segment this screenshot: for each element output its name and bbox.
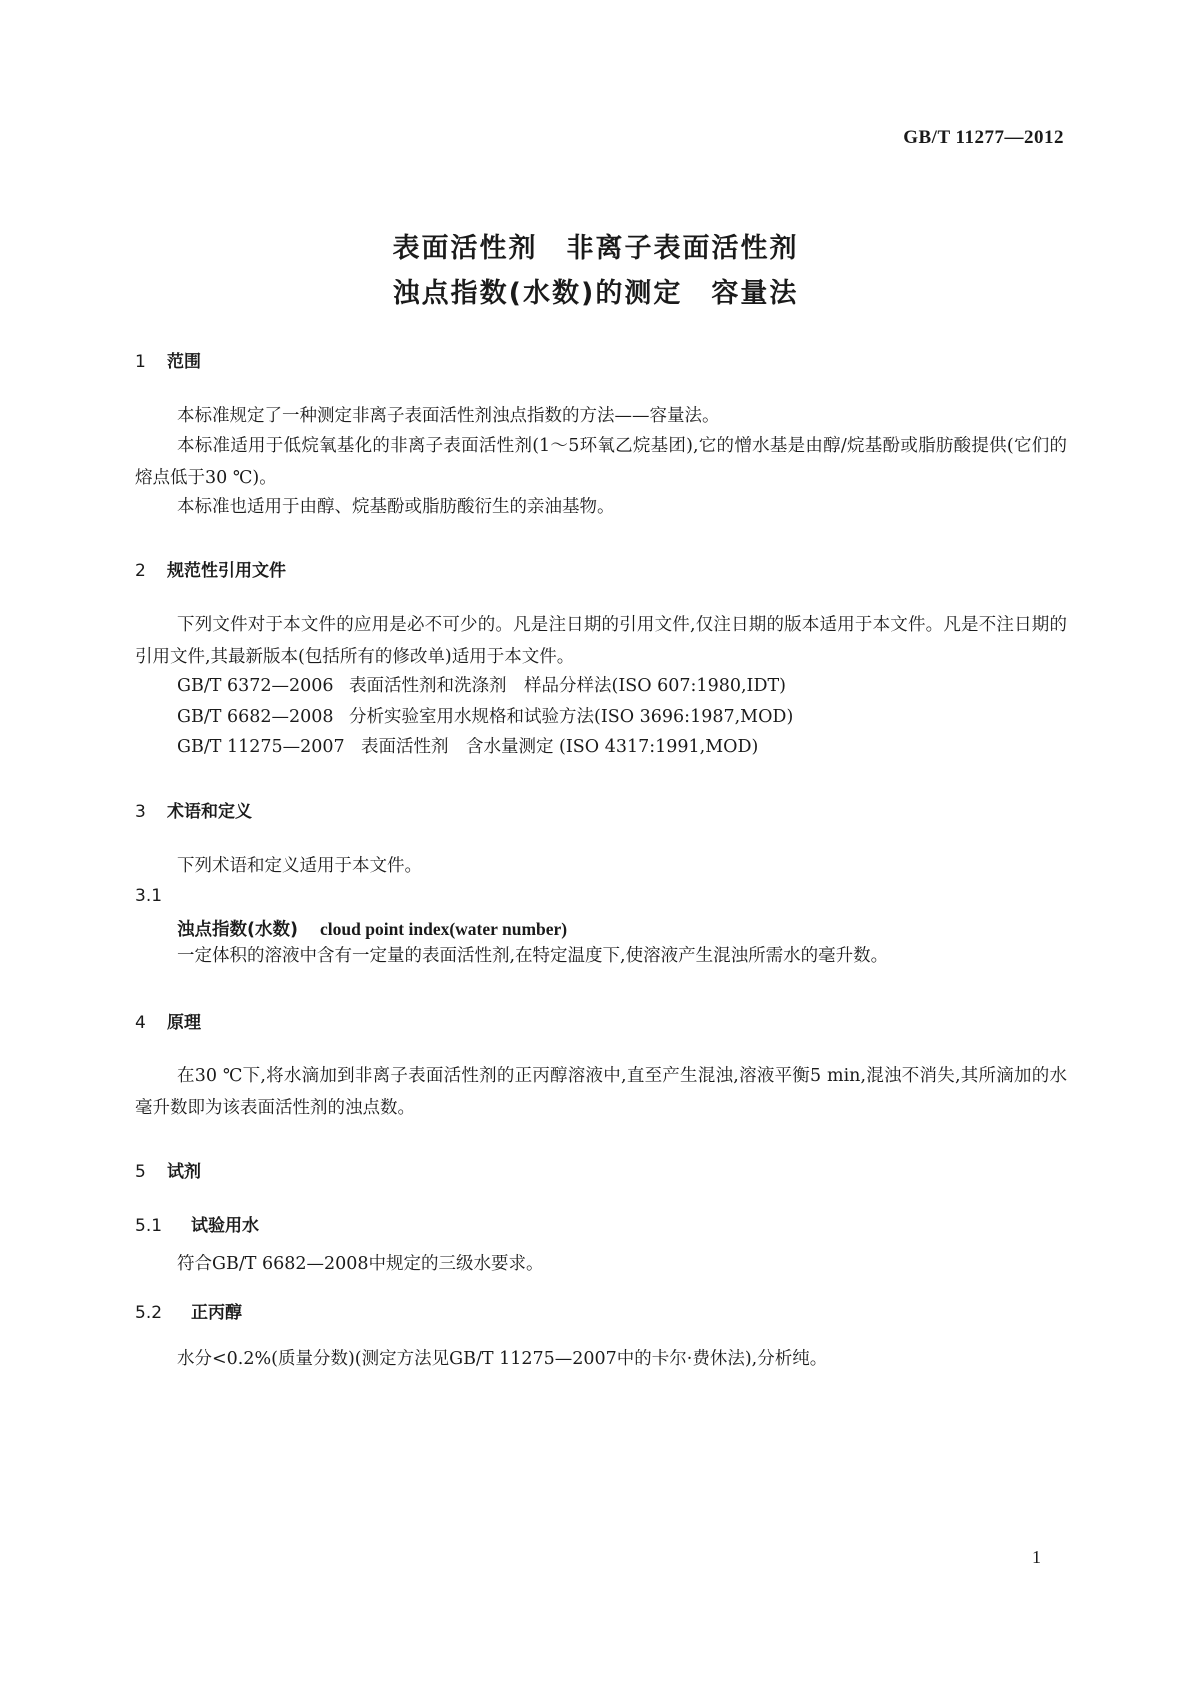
title-line-2: 浊点指数(水数)的测定 容量法 [392,278,799,309]
section-title: 规范性引用文件 [167,561,286,581]
title-line-1: 表面活性剂 非离子表面活性剂 [392,233,799,264]
term-chinese: 浊点指数(水数) [177,920,298,940]
reference-text: 表面活性剂和洗涤剂 样品分样法(ISO 607:1980,IDT) [349,676,786,696]
subsection-3-1-number: 3.1 [135,886,163,906]
section-title: 原理 [167,1013,201,1033]
section-number: 3 [135,802,146,822]
term-entry [177,916,567,941]
reference-code: GB/T 6682—2008 [177,707,334,727]
section-5-heading [135,1157,201,1182]
subsection-title: 正丙醇 [191,1303,242,1323]
section-title: 术语和定义 [167,802,252,822]
reference-text: 分析实验室用水规格和试验方法(ISO 3696:1987,MOD) [349,707,794,727]
subsection-title: 试验用水 [191,1216,259,1236]
subsection-5-1-text: 符合GB/T 6682—2008中规定的三级水要求。 [177,1254,544,1274]
subsection-5-1-heading [135,1211,259,1236]
standard-code: GB/T 11277—2012 [903,127,1064,148]
section-1-paragraph-1: 本标准规定了一种测定非离子表面活性剂浊点指数的方法——容量法。 [177,406,720,426]
subsection-number: 5.1 [135,1216,163,1236]
section-2-heading [135,556,286,581]
reference-item [177,701,793,733]
subsection-5-2-text: 水分<0.2%(质量分数)(测定方法见GB/T 11275—2007中的卡尔·费休法),分析纯。 [177,1349,828,1369]
section-1-paragraph-3: 本标准也适用于由醇、烷基酚或脂肪酸衍生的亲油基物。 [177,497,615,517]
section-number: 1 [135,352,146,372]
section-4-heading [135,1008,201,1033]
reference-code: GB/T 11275—2007 [177,737,345,757]
section-number: 2 [135,561,146,581]
section-2-paragraph-1: 下列文件对于本文件的应用是必不可少的。凡是注日期的引用文件,仅注日期的版本适用于本文件。凡是不注日期的引用文件,其最新版本(包括所有的修改单)适用于本文件。 [135,615,1067,667]
reference-text: 表面活性剂 含水量测定 (ISO 4317:1991,MOD) [361,737,759,757]
section-3-paragraph-1: 下列术语和定义适用于本文件。 [177,856,422,876]
section-title: 范围 [167,352,201,372]
subsection-5-2-heading [135,1298,242,1323]
reference-item [177,670,786,702]
document-title [0,226,1191,316]
section-3-heading [135,797,252,822]
page-number: 1 [1032,1547,1041,1567]
subsection-number: 5.2 [135,1303,163,1323]
reference-item [177,731,758,763]
section-title: 试剂 [167,1162,201,1182]
term-definition: 一定体积的溶液中含有一定量的表面活性剂,在特定温度下,使溶液产生混浊所需水的毫升数。 [177,946,889,966]
reference-code: GB/T 6372—2006 [177,676,334,696]
section-number: 4 [135,1013,146,1033]
section-1-heading [135,347,201,372]
section-4-paragraph-1: 在30 ℃下,将水滴加到非离子表面活性剂的正丙醇溶液中,直至产生混浊,溶液平衡5 min,混浊不消失,其所滴加的水毫升数即为该表面活性剂的浊点数。 [135,1066,1067,1118]
term-english: cloud point index(water number) [320,919,568,939]
section-number: 5 [135,1162,146,1182]
section-1-paragraph-2: 本标准适用于低烷氧基化的非离子表面活性剂(1～5环氧乙烷基团),它的憎水基是由醇/烷基酚或脂肪酸提供(它们的熔点低于30 ℃)。 [135,436,1067,488]
